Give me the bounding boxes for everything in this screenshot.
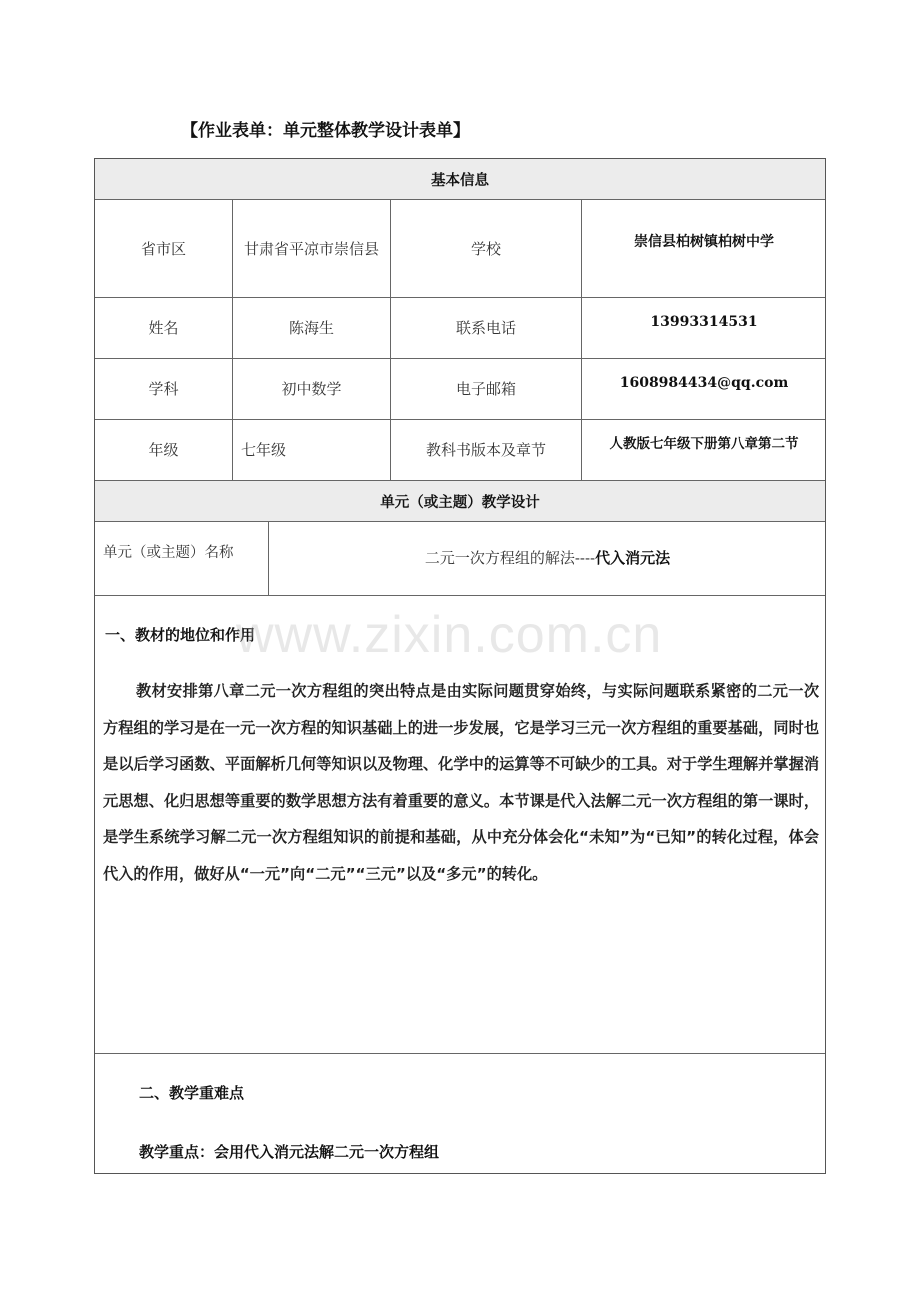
label-grade: 年级 (148, 441, 179, 459)
document-title: 【作业表单：单元整体教学设计表单】 (181, 121, 470, 141)
label-region: 省市区 (140, 239, 186, 258)
section1-heading: 一、教材的地位和作用 (105, 626, 256, 644)
value-school: 崇信县柏树镇柏树中学 (634, 234, 774, 250)
unit-name-bold: 代入消元法 (595, 549, 671, 567)
value-name: 陈海生 (288, 319, 334, 337)
value-textbook: 人教版七年级下册第八章第二节 (609, 436, 799, 452)
label-subject: 学科 (148, 380, 179, 398)
label-school: 学校 (470, 239, 501, 258)
value-phone: 13993314531 (650, 314, 758, 330)
design-form-table (94, 158, 826, 1174)
value-grade: 七年级 (241, 441, 287, 459)
value-region: 甘肃省平凉市崇信县 (243, 239, 379, 258)
label-textbook: 教科书版本及章节 (425, 441, 546, 459)
label-name: 姓名 (148, 319, 179, 337)
section2-heading: 二、教学重难点 (139, 1084, 245, 1102)
unit-name-plain: 二元一次方程组的解法---- (424, 549, 596, 567)
label-phone: 联系电话 (455, 319, 516, 337)
value-subject: 初中数学 (281, 380, 342, 398)
unit-name-value (269, 522, 826, 594)
unit-design-header: 单元（或主题）教学设计 (380, 494, 540, 511)
value-email: 1608984434@qq.com (619, 375, 789, 391)
section2-key-point: 教学重点：会用代入消元法解二元一次方程组 (139, 1143, 440, 1161)
watermark: www.zixin.com.cn (236, 606, 663, 664)
basic-info-header: 基本信息 (431, 172, 489, 189)
label-email: 电子邮箱 (455, 380, 516, 398)
unit-name-label: 单元（或主题）名称 (103, 545, 234, 561)
section1-paragraph: 教材安排第八章二元一次方程组的突出特点是由实际问题贯穿始终，与实际问题联系紧密的二元一次方程组的学习是在一元一次方程的知识基础上的进一步发展，它是学习三元一次方程组的重要基础，同时也是以后学习函数、平面解析几何等知识以及物理、化学中的运算等不可缺少的工具。对于学生理解并掌握消元思想、化归思想等重要的数学思想方法有着重要的意义。本节课是代入法解二元一次方程组的第一课时，是学生系统学习解二元一次方程组知识的前提和基础，从中充分体会化“未知”为“已知”的转化过程，体会代入的作用，做好从“一元”向“二元”“三元”以及“多元”的转化。 (103, 682, 819, 883)
